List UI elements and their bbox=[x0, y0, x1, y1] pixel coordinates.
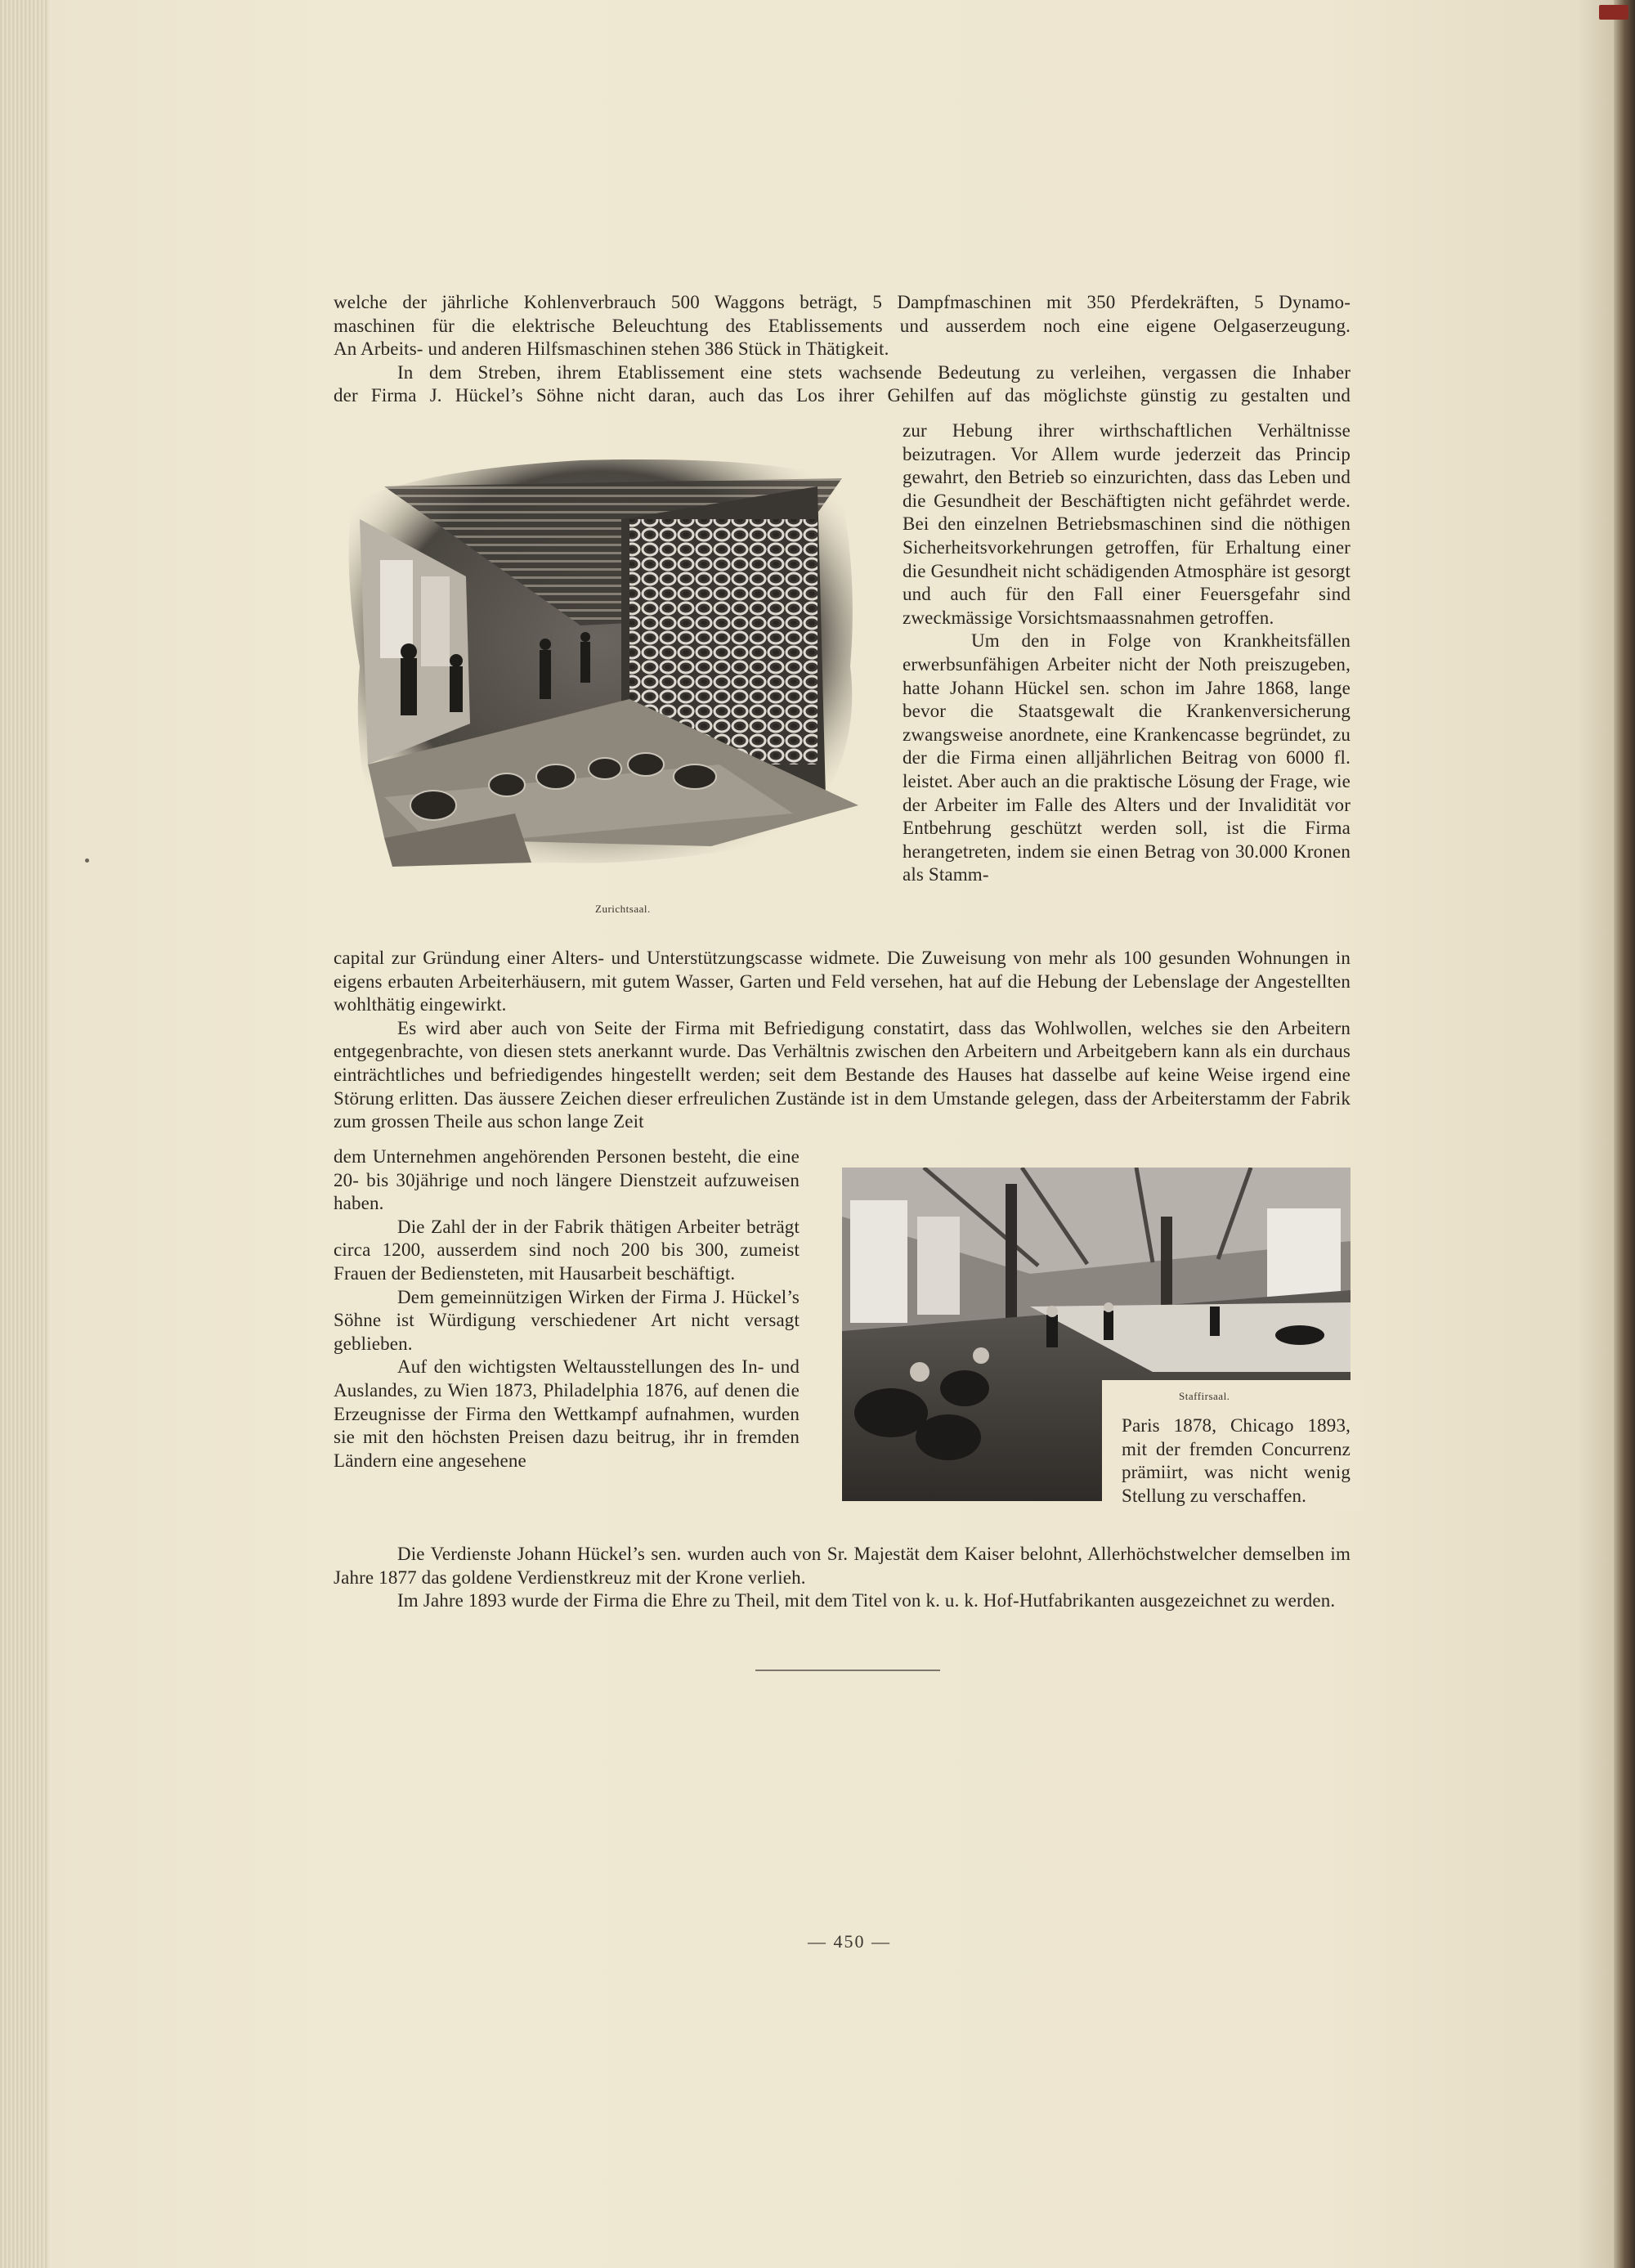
text-block-bottom bbox=[334, 1543, 1351, 1613]
paragraph: Die Zahl der in der Fabrik thätigen Arbeiter beträgt circa 1200, ausserdem sind noch 200 bis 300, zumeist Frauen der Bediensteten, mit Hausarbeit beschäftigt. bbox=[334, 1216, 800, 1284]
text-line: An Arbeits- und anderen Hilfsmaschinen stehen 386 Stück in Thätigkeit. bbox=[334, 338, 889, 360]
paragraph: Im Jahre 1893 wurde der Firma die Ehre zu Theil, mit dem Titel von k. u. k. Hof-Hutfabrikanten ausgezeichnet zu werden. bbox=[397, 1590, 1336, 1611]
bookmark-tab bbox=[1599, 5, 1628, 20]
figure-caption-zurichtsaal: Zurichtsaal. bbox=[595, 903, 651, 915]
paragraph: Paris 1878, Chicago 1893, mit der fremden Concurrenz prämiirt, was nicht wenig Stellung zu verschaffen. bbox=[1122, 1415, 1351, 1506]
paragraph: Auf den wichtigsten Weltausstellungen des In- und Auslandes, zu Wien 1873, Philadelphia 1876, auf denen die Erzeugnisse der Firma den Wettkampf aufnahmen, wurden sie mit den höchsten Preisen dazu beitrug, ihr in fremden Ländern eine angesehene bbox=[334, 1356, 800, 1471]
text-column-right bbox=[903, 419, 1351, 887]
figure-zurichtsaal bbox=[335, 454, 867, 871]
engraving-workshop-image bbox=[335, 454, 867, 871]
ink-speck bbox=[85, 858, 89, 863]
text-line: der Firma J. Hückel’s Söhne nicht daran, auch das Los ihrer Gehilfen auf das möglichste günstig zu gestalten und bbox=[334, 385, 1351, 406]
text-column-left bbox=[334, 1145, 800, 1472]
figure-caption-staffirsaal: Staffirsaal. bbox=[1179, 1390, 1230, 1402]
section-divider bbox=[755, 1670, 940, 1671]
paragraph: zur Hebung ihrer wirthschaftlichen Verhältnisse beizutragen. Vor Allem wurde jederzeit das Princip gewahrt, den Betrieb so einzurichten, dass das Leben und die Gesundheit der Beschäftigten nicht gefährdet werde. Bei den einzelnen Betriebsmaschinen sind die nöthigen Sicherheitsvorkehrungen getroffen, für Erhaltung einer die Gesundheit nicht schädigenden Atmosphäre ist gesorgt und auch für den Fall einer Feuersgefahr sind zweckmässige Vorsichtsmaassnahmen getroffen. bbox=[903, 420, 1351, 628]
text-line: maschinen für die elektrische Beleuchtung des Etablissements und ausserdem noch eine eigene Oelgaserzeugung. bbox=[334, 315, 1351, 336]
text-line: In dem Streben, ihrem Etablissement eine stets wachsende Bedeutung zu verleihen, vergassen die Inhaber bbox=[397, 361, 1351, 383]
paragraph: dem Unternehmen angehörenden Personen besteht, die eine 20- bis 30jährige und noch längere Dienstzeit aufzuweisen haben. bbox=[334, 1146, 800, 1214]
paragraph: Die Verdienste Johann Hückel’s sen. wurden auch von Sr. Majestät dem Kaiser belohnt, Allerhöchstwelcher demselben im Jahre 1877 das goldene Verdienstkreuz mit der Krone verlieh. bbox=[334, 1544, 1351, 1588]
paragraph: capital zur Gründung einer Alters- und Unterstützungscasse widmete. Die Zuweisung von mehr als 100 gesunden Wohnungen in eigens erbauten Arbeiterhäusern, mit gutem Wasser, Garten und Feld versehen, hat auf die Hebung der Lebenslage der Angestellten wohlthätig eingewirkt. bbox=[334, 948, 1351, 1015]
page-number: — 450 — bbox=[808, 1931, 891, 1952]
page-stack-edge bbox=[0, 0, 49, 2268]
text-block-top bbox=[334, 291, 1351, 408]
paragraph: Es wird aber auch von Seite der Firma mit Befriedigung constatirt, dass das Wohlwollen, welches sie den Arbeitern entgegenbrachte, von diesen stets anerkannt wurde. Das Verhältnis zwischen den Arbeitern und Arbeitgebern kann als ein durchaus einträchtliches und befriedigendes hingestellt werden; seit dem Bestande des Hauses hat dasselbe auf keine Weise irgend eine Störung erlitten. Das äussere Zeichen dieser erfreulichen Zustände ist in dem Umstande gelegen, dass der Arbeiterstamm der Fabrik zum grossen Theile aus schon lange Zeit bbox=[334, 1017, 1351, 1132]
paragraph: Dem gemeinnützigen Wirken der Firma J. Hückel’s Söhne ist Würdigung verschiedener Art nicht versagt geblieben. bbox=[334, 1286, 800, 1354]
text-block-middle bbox=[334, 947, 1351, 1134]
book-spine-edge bbox=[1614, 0, 1635, 2268]
paragraph: Um den in Folge von Krankheitsfällen erwerbsunfähigen Arbeiter nicht der Noth preiszugeben, hatte Johann Hückel sen. schon im Jahre 1868, lange bevor die Staatsgewalt die Krankenversicherung zwangsweise anordnete, eine Krankencasse begründet, zu der die Firma einen alljährlichen Beitrag von 6000 fl. leistet. Aber auch an die praktische Lösung der Frage, wie der Arbeiter im Falle des Alters und der Invalidität vor Entbehrung geschützt werden soll, ist die Firma herangetreten, indem sie einen Betrag von 30.000 Kronen als Stamm- bbox=[903, 630, 1351, 885]
text-column-inset bbox=[1122, 1414, 1351, 1508]
text-line: welche der jährliche Kohlenverbrauch 500 Waggons beträgt, 5 Dampfmaschinen mit 350 Pferdekräften, 5 Dynamo- bbox=[334, 292, 1351, 312]
